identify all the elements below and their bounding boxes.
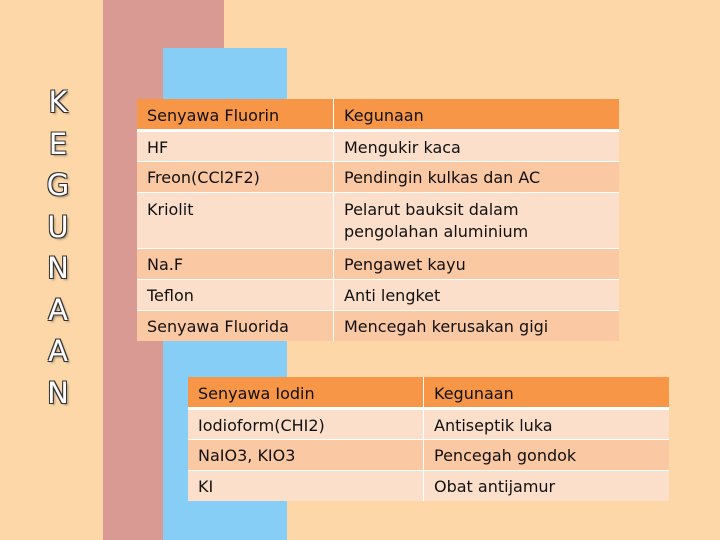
table-row — [188, 408, 669, 439]
table-cell: Pelarut bauksit dalam pengolahan aluminium — [334, 192, 620, 248]
table-header-row — [137, 99, 619, 130]
column-header: Kegunaan — [334, 99, 620, 130]
title-letter: U — [47, 209, 69, 244]
table-cell: Antiseptik luka — [424, 408, 670, 439]
title-letter: E — [48, 126, 68, 161]
table-row — [137, 310, 619, 341]
table-cell: HF — [137, 130, 334, 161]
table-cell: KI — [188, 470, 424, 501]
table-cell: NaIO3, KIO3 — [188, 439, 424, 470]
table-cell: Mengukir kaca — [334, 130, 620, 161]
iodin-table — [188, 377, 669, 501]
table-cell: Pendingin kulkas dan AC — [334, 161, 620, 192]
column-header: Senyawa Fluorin — [137, 99, 334, 130]
table-cell: Obat antijamur — [424, 470, 670, 501]
table-row — [188, 439, 669, 470]
fluorin-table — [137, 99, 619, 341]
title-letter: A — [48, 292, 68, 327]
title-letter: N — [47, 375, 69, 410]
title-letter: G — [46, 168, 70, 202]
table-cell: Senyawa Fluorida — [137, 310, 334, 341]
title-letter: K — [48, 85, 68, 119]
table-row — [137, 279, 619, 310]
table-row — [188, 470, 669, 501]
column-header: Kegunaan — [424, 377, 670, 408]
title-letter: A — [48, 334, 68, 368]
table-cell: Pencegah gondok — [424, 439, 670, 470]
table-cell: Freon(CCl2F2) — [137, 161, 334, 192]
table-cell: Pengawet kayu — [334, 248, 620, 279]
table-row — [137, 130, 619, 161]
title-letter: N — [47, 251, 69, 285]
table-cell: Iodioform(CHI2) — [188, 408, 424, 439]
table-row — [137, 192, 619, 248]
table-row — [137, 161, 619, 192]
vertical-title — [38, 82, 78, 414]
table-header-row — [188, 377, 669, 408]
table-row — [137, 248, 619, 279]
table-cell: Teflon — [137, 279, 334, 310]
table-cell: Kriolit — [137, 192, 334, 248]
column-header: Senyawa Iodin — [188, 377, 424, 408]
table-cell: Na.F — [137, 248, 334, 279]
table-cell: Mencegah kerusakan gigi — [334, 310, 620, 341]
table-cell: Anti lengket — [334, 279, 620, 310]
